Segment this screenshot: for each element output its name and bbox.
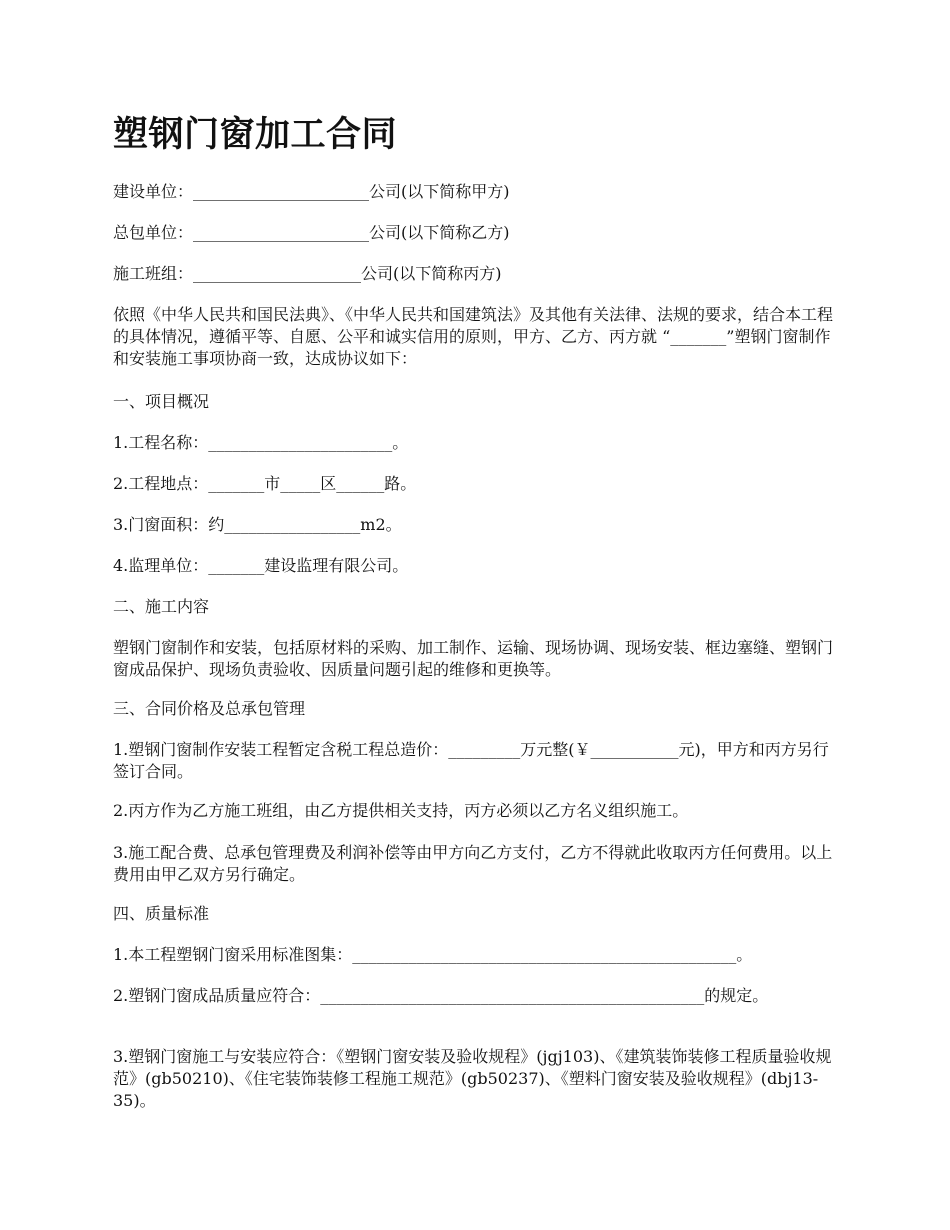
project-location-item: 2.工程地点：_______市_____区______路。 — [113, 474, 417, 493]
document-title: 塑钢门窗加工合同 — [113, 115, 398, 155]
supervision-unit-item: 4.监理单位：_______建设监理有限公司。 — [113, 556, 409, 575]
section-heading-project-overview: 一、项目概况 — [113, 392, 210, 411]
party-general-contractor-line: 总包单位：______________________公司(以下简称乙方) — [113, 223, 510, 242]
party-work-team-line: 施工班组：_____________________公司(以下简称丙方) — [113, 264, 502, 283]
window-area-item: 3.门窗面积：约_________________m2。 — [113, 515, 402, 534]
contract-price-item-2: 2.丙方作为乙方施工班组，由乙方提供相关支持，丙方必须以乙方名义组织施工。 — [113, 801, 689, 820]
party-builder-line: 建设单位：______________________公司(以下简称甲方) — [113, 182, 510, 201]
quality-standard-item-3: 3.塑钢门窗施工与安装应符合：《塑钢门窗安装及验收规程》(jgj103)、《建筑装饰装修工程质量验收规范》(gb50210)、《住宅装饰装修工程施工规范》(gb50237)、《塑料门窗安装及验收规程》(dbj13-35)。 — [113, 1047, 832, 1110]
quality-standard-item-2: 2.塑钢门窗成品质量应符合：________________________________________________的规定。 — [113, 986, 769, 1005]
section-heading-quality-standard: 四、质量标准 — [113, 904, 210, 923]
work-content-paragraph: 塑钢门窗制作和安装，包括原材料的采购、加工制作、运输、现场协调、现场安装、框边塞缝、塑钢门窗成品保护、现场负责验收、因质量问题引起的维修和更换等。 — [113, 638, 834, 679]
quality-standard-item-1: 1.本工程塑钢门窗采用标准图集：________________________________________________。 — [113, 945, 753, 964]
project-name-item: 1.工程名称：_______________________。 — [113, 433, 409, 452]
contract-price-item-1: 1.塑钢门窗制作安装工程暂定含税工程总造价：_________万元整(￥___________元)，甲方和丙方另行签订合同。 — [113, 740, 829, 781]
contract-price-item-3: 3.施工配合费、总承包管理费及利润补偿等由甲方向乙方支付，乙方不得就此收取丙方任何费用。以上费用由甲乙双方另行确定。 — [113, 843, 833, 884]
preamble-paragraph: 依照《中华人民共和国民法典》、《中华人民共和国建筑法》及其他有关法律、法规的要求，结合本工程的具体情况，遵循平等、自愿、公平和诚实信用的原则，甲方、乙方、丙方就 “_______”塑钢门窗制作和安装施工事项协商一致，达成协议如下： — [113, 305, 834, 368]
section-heading-contract-price: 三、合同价格及总承包管理 — [113, 699, 306, 718]
section-heading-work-content: 二、施工内容 — [113, 597, 210, 616]
